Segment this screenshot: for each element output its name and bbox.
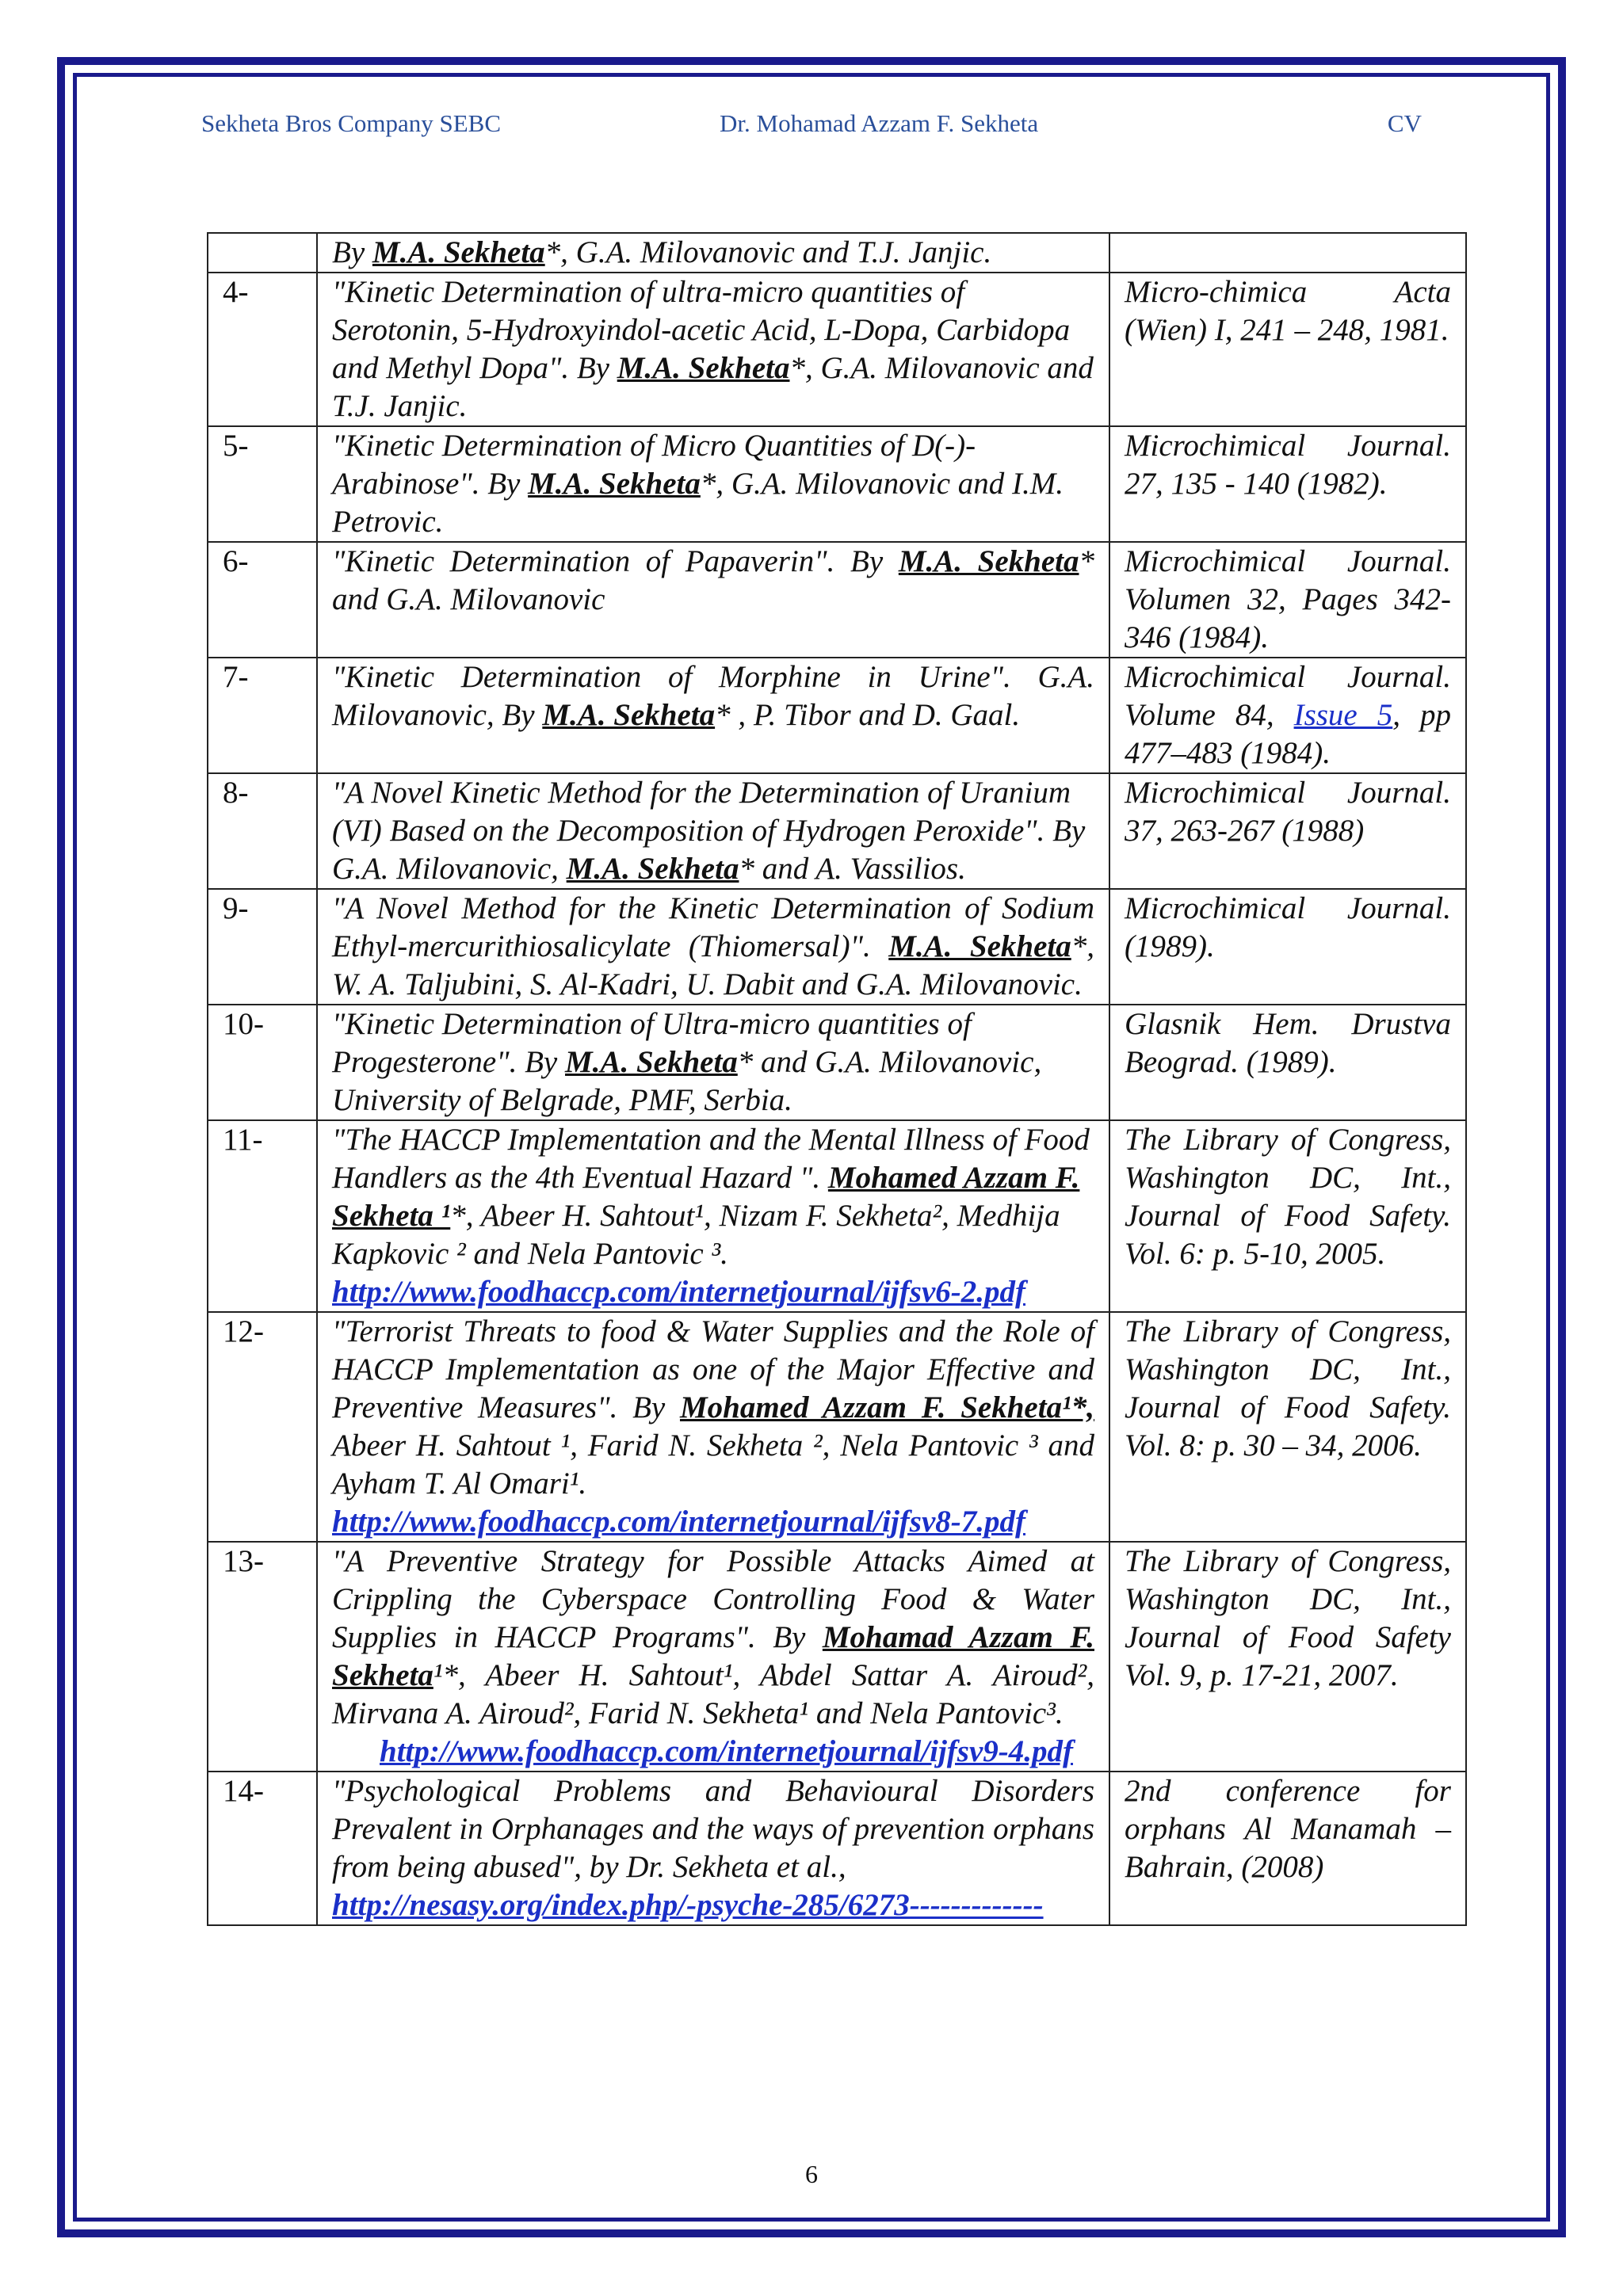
publication-source: Microchimical Journal. 37, 263-267 (1988) <box>1109 773 1466 889</box>
row-number: 13- <box>208 1542 317 1772</box>
publication-title <box>317 1120 1109 1312</box>
table-row <box>208 1120 1466 1312</box>
title-text: *, Abeer H. Sahtout¹, Nizam F. Sekheta², Medhija Kapkovic ² and Nela Pantovic ³. <box>332 1199 1060 1271</box>
title-text: "Kinetic Determination of Papaverin". By <box>332 544 899 578</box>
publication-source: Microchimical Journal. Volumen 32, Pages 342-346 (1984). <box>1109 542 1466 658</box>
header-author: Dr. Mohamad Azzam F. Sekheta <box>720 109 1039 137</box>
table-row <box>208 773 1466 889</box>
title-text: "A Novel Method for the Kinetic Determination of Sodium Ethyl-mercurithiosalicylate (Thiomersal)". <box>332 891 1094 963</box>
publication-link[interactable]: http://www.foodhaccp.com/internetjournal/ijfsv6-2.pdf <box>332 1275 1026 1309</box>
title-text: *, G.A. Milovanovic and T.J. Janjic. <box>332 351 1094 423</box>
header-doc-type: CV <box>1387 109 1422 137</box>
publication-title <box>317 658 1109 773</box>
author-highlight: Mohamed Azzam F. Sekheta¹*, <box>679 1390 1094 1425</box>
publication-source: Micro-chimica Acta (Wien) I, 241 – 248, 1981. <box>1109 273 1466 426</box>
author-highlight: M.A. Sekheta <box>565 1045 738 1079</box>
publication-title <box>317 773 1109 889</box>
title-text: * and G.A. Milovanovic <box>332 544 1094 616</box>
table-row <box>208 426 1466 542</box>
publication-source: Microchimical Journal. 27, 135 - 140 (1982). <box>1109 426 1466 542</box>
publication-source: The Library of Congress, Washington DC, Int., Journal of Food Safety Vol. 9, p. 17-21, 2007. <box>1109 1542 1466 1772</box>
row-number: 11- <box>208 1120 317 1312</box>
publication-title <box>317 426 1109 542</box>
publication-title <box>317 889 1109 1005</box>
author-highlight: M.A. Sekheta <box>372 235 545 269</box>
row-number: 14- <box>208 1772 317 1925</box>
source-text: Microchimical Journal. Volume 84, <box>1125 660 1451 732</box>
source-text: , pp 477–483 (1984). <box>1125 698 1452 770</box>
title-text: "Kinetic Determination of Micro Quantities of D(-)-Arabinose". By <box>332 429 976 501</box>
page-number: 6 <box>805 2160 818 2188</box>
publication-source: Glasnik Hem. Drustva Beograd. (1989). <box>1109 1005 1466 1120</box>
publication-title <box>317 1772 1109 1925</box>
author-highlight: M.A. Sekheta <box>888 929 1071 963</box>
author-highlight: Mohamad Azzam F. Sekheta <box>332 1620 1094 1692</box>
title-text: "Terrorist Threats to food & Water Supplies and the Role of HACCP Implementation as one of the Major Effective and Preventive Measures". By <box>332 1314 1094 1425</box>
author-highlight: M.A. Sekheta <box>898 544 1079 578</box>
publications-table <box>207 232 1467 1926</box>
table-row <box>208 233 1466 273</box>
row-number: 6- <box>208 542 317 658</box>
title-text: "A Preventive Strategy for Possible Attacks Aimed at Crippling the Cyberspace Controlling Food & Water Supplies in HACCP Programs". By <box>332 1544 1094 1654</box>
row-number: 5- <box>208 426 317 542</box>
publication-source: The Library of Congress, Washington DC, Int., Journal of Food Safety. Vol. 6: p. 5-10, 2005. <box>1109 1120 1466 1312</box>
row-number <box>208 233 317 273</box>
author-highlight: M.A. Sekheta <box>617 351 790 385</box>
publication-link[interactable]: http://nesasy.org/index.php/-psyche-285/6273------------- <box>332 1888 1044 1922</box>
title-text: "A Novel Kinetic Method for the Determination of Uranium (VI) Based on the Decomposition of Hydrogen Peroxide". By G.A. Milovanovic, <box>332 776 1086 886</box>
publication-link[interactable]: http://www.foodhaccp.com/internetjournal/ijfsv8-7.pdf <box>332 1505 1026 1539</box>
author-highlight: M.A. Sekheta <box>528 467 701 501</box>
row-number: 8- <box>208 773 317 889</box>
title-text: Abeer H. Sahtout ¹, Farid N. Sekheta ², Nela Pantovic ³ and Ayham T. Al Omari¹. <box>332 1428 1094 1501</box>
publication-source <box>1109 233 1466 273</box>
issue-link[interactable]: Issue 5 <box>1293 698 1393 732</box>
table-row <box>208 1312 1466 1542</box>
table-row <box>208 658 1466 773</box>
title-text: "The HACCP Implementation and the Mental Illness of Food Handlers as the 4th Eventual Hazard ". <box>332 1123 1090 1195</box>
table-row <box>208 889 1466 1005</box>
title-text: "Kinetic Determination of Ultra-micro quantities of Progesterone". By <box>332 1007 972 1079</box>
row-number: 9- <box>208 889 317 1005</box>
title-text: *, G.A. Milovanovic and I.M. Petrovic. <box>332 467 1064 539</box>
publication-link[interactable]: http://www.foodhaccp.com/internetjournal/ijfsv9-4.pdf <box>380 1734 1074 1768</box>
title-text: "Psychological Problems and Behavioural Disorders Prevalent in Orphanages and the ways of prevention orphans from being abused", by Dr. Sekheta et al., <box>332 1774 1094 1884</box>
publication-title <box>317 1312 1109 1542</box>
row-number: 10- <box>208 1005 317 1120</box>
title-text: ¹*, Abeer H. Sahtout¹, Abdel Sattar A. Airoud², Mirvana A. Airoud², Farid N. Sekheta¹ and Nela Pantovic³. <box>332 1658 1094 1730</box>
row-number: 4- <box>208 273 317 426</box>
title-text: "Kinetic Determination of ultra-micro quantities of Serotonin, 5-Hydroxyindol-acetic Acid, L-Dopa, Carbidopa and Methyl Dopa". By <box>332 275 1071 385</box>
author-highlight: Mohamed Azzam F. Sekheta ¹ <box>332 1161 1080 1233</box>
title-text: *, W. A. Taljubini, S. Al-Kadri, U. Dabit and G.A. Milovanovic. <box>332 929 1095 1001</box>
table-row <box>208 1005 1466 1120</box>
publication-source: 2nd conference for orphans Al Manamah – Bahrain, (2008) <box>1109 1772 1466 1925</box>
author-highlight: M.A. Sekheta <box>566 852 739 886</box>
publication-title <box>317 542 1109 658</box>
table-row <box>208 1542 1466 1772</box>
title-text: "Kinetic Determination of Morphine in Urine". G.A. Milovanovic, By <box>332 660 1094 732</box>
title-text: * , P. Tibor and D. Gaal. <box>715 698 1021 732</box>
table-row <box>208 1772 1466 1925</box>
publication-source: Microchimical Journal. (1989). <box>1109 889 1466 1005</box>
page-header <box>201 109 1422 141</box>
row-number: 7- <box>208 658 317 773</box>
publication-title <box>317 273 1109 426</box>
publication-title <box>317 1005 1109 1120</box>
publication-source <box>1109 658 1466 773</box>
publication-title <box>317 1542 1109 1772</box>
row-number: 12- <box>208 1312 317 1542</box>
publication-source: The Library of Congress, Washington DC, Int., Journal of Food Safety. Vol. 8: p. 30 – 34, 2006. <box>1109 1312 1466 1542</box>
title-text: *, G.A. Milovanovic and T.J. Janjic. <box>544 235 992 269</box>
header-company: Sekheta Bros Company SEBC <box>201 109 502 137</box>
table-row <box>208 542 1466 658</box>
table-row <box>208 273 1466 426</box>
author-highlight: M.A. Sekheta <box>542 698 716 732</box>
title-text: By <box>332 235 372 269</box>
title-text: * and G.A. Milovanovic, University of Belgrade, PMF, Serbia. <box>332 1045 1042 1117</box>
title-text: * and A. Vassilios. <box>739 852 966 886</box>
publication-title <box>317 233 1109 273</box>
